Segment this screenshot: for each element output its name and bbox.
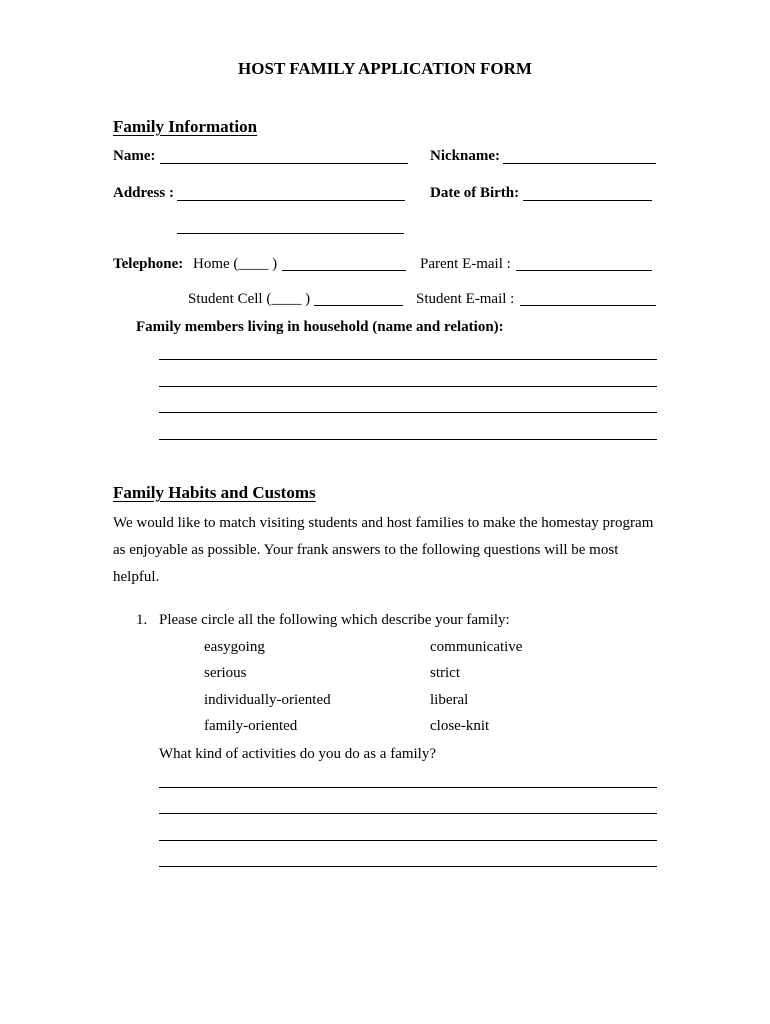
activities-question: What kind of activities do you do as a family?	[159, 746, 437, 762]
home-phone-field[interactable]	[282, 270, 406, 271]
home-phone-label: Home (____ )	[193, 256, 278, 272]
option-serious[interactable]: serious	[204, 665, 247, 681]
family-habits-heading: Family Habits and Customs	[113, 483, 316, 502]
address-field-line1[interactable]	[177, 200, 405, 201]
telephone-label: Telephone:	[113, 256, 184, 272]
nickname-field[interactable]	[503, 163, 656, 164]
activities-line-2[interactable]	[159, 813, 657, 814]
activities-line-1[interactable]	[159, 787, 657, 788]
name-field[interactable]	[160, 163, 408, 164]
option-strict[interactable]: strict	[430, 665, 460, 681]
household-members-label: Family members living in household (name and relation):	[136, 319, 504, 335]
question-1-text: Please circle all the following which describe your family:	[159, 612, 510, 628]
household-members-line-1[interactable]	[159, 359, 657, 360]
option-individually-oriented[interactable]: individually-oriented	[204, 692, 331, 708]
question-1-number: 1.	[136, 612, 148, 628]
activities-line-3[interactable]	[159, 840, 657, 841]
household-members-line-4[interactable]	[159, 439, 657, 440]
household-members-line-2[interactable]	[159, 386, 657, 387]
option-communicative[interactable]: communicative	[430, 639, 523, 655]
address-label: Address :	[113, 185, 174, 201]
student-email-field[interactable]	[520, 305, 656, 306]
form-title: HOST FAMILY APPLICATION FORM	[238, 59, 532, 78]
household-members-line-3[interactable]	[159, 412, 657, 413]
option-close-knit[interactable]: close-knit	[430, 718, 490, 734]
student-cell-label: Student Cell (____ )	[188, 291, 311, 307]
option-liberal[interactable]: liberal	[430, 692, 469, 708]
date-of-birth-field[interactable]	[523, 200, 652, 201]
option-easygoing[interactable]: easygoing	[204, 639, 265, 655]
date-of-birth-label: Date of Birth:	[430, 185, 520, 201]
address-field-line2[interactable]	[177, 233, 404, 234]
parent-email-label: Parent E-mail :	[420, 256, 511, 272]
student-cell-field[interactable]	[314, 305, 403, 306]
name-label: Name:	[113, 148, 156, 164]
student-email-label: Student E-mail :	[416, 291, 515, 307]
parent-email-field[interactable]	[516, 270, 652, 271]
option-family-oriented[interactable]: family-oriented	[204, 718, 298, 734]
family-information-heading: Family Information	[113, 117, 258, 136]
habits-intro-paragraph: We would like to match visiting students and host families to make the homestay program as enjoyable as possible. Your frank answers to the following questions will be most helpful.	[113, 515, 654, 585]
activities-line-4[interactable]	[159, 866, 657, 867]
nickname-label: Nickname:	[430, 148, 500, 164]
